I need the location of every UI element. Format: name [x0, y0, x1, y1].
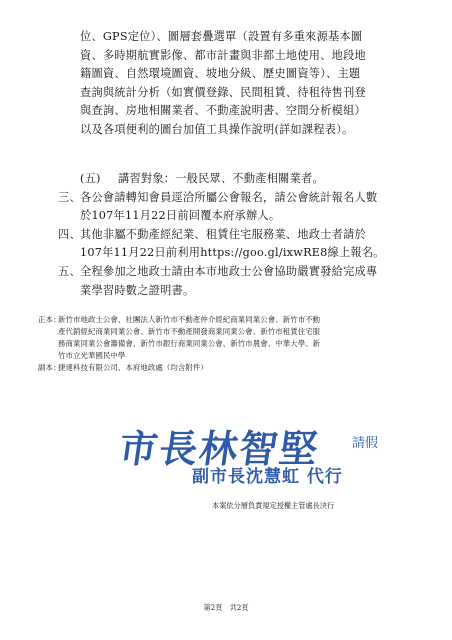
recipient-line: 新竹市地政士公會、社團法人新竹市不動產仲介經紀商業同業公會、新竹市不動 — [58, 315, 321, 324]
item-label: 三、 — [58, 190, 81, 204]
main-recipients — [38, 314, 418, 362]
main-recipients-label: 正本： — [38, 315, 61, 324]
item-line: 其他非屬不動產經紀業、租賃住宅服務業、地政士者請於 — [80, 227, 366, 241]
copy-recipients — [38, 362, 418, 374]
item-line: 各公會請轉知會員逕洽所屬公會報名，請公會統計報名人數 — [80, 190, 378, 204]
item-label: 四、 — [58, 227, 81, 241]
item-4-online-registration — [58, 226, 410, 263]
item-label: 五、 — [58, 264, 81, 278]
continuation-line: 與查詢、房地相關業者、不動產說明書、空間分析模組） — [80, 104, 366, 118]
recipient-line: 捷達科技有限公司、本府地政處（均含附件） — [58, 363, 208, 372]
item-line: 全程參加之地政士請由本市地政士公會協助嚴實發給完成專 — [80, 264, 378, 278]
mayor-signature: 市長林智堅 — [116, 426, 323, 471]
item-line: 講習對象：一般民眾、不動產相關業者。 — [118, 172, 324, 185]
leave-note: 請假 — [352, 436, 379, 451]
delegation-note: 本案依分層負責規定授權主管處長決行 — [212, 501, 335, 510]
item-line: 業學習時數之證明書。 — [80, 283, 195, 297]
continuation-line: 籍圖資、自然環境圖資、坡地分級、歷史圖資等）、主題 — [80, 67, 361, 81]
distribution-list — [38, 314, 418, 374]
copy-recipients-label: 副本： — [38, 363, 61, 372]
item-label: (五) — [80, 172, 101, 185]
item-line: 107年11月22日前利用https://goo.gl/ixwRE8線上報名。 — [80, 246, 385, 260]
numbered-items — [58, 170, 410, 300]
item-5-audience — [80, 170, 410, 189]
recipient-line: 竹市立光華國民中學 — [58, 351, 126, 360]
item-line: 於107年11月22日前回覆本府承辦人。 — [80, 209, 281, 223]
deputy-signature: 副市長沈慧虹 代行 — [192, 467, 343, 487]
recipient-line: 務商業同業公會籌備會、新竹市銀行商業同業公會、新竹市農會、中華大學、新 — [58, 339, 321, 348]
item-5-certificate — [58, 263, 410, 300]
item-3-association — [58, 189, 410, 226]
continuation-line: 資、多時期航實影像、都市計畫與非都土地使用、地段地 — [80, 48, 366, 62]
recipient-line: 產代銷經紀商業同業公會、新竹市不動產開發商業同業公會、新竹市租賃住宅服 — [58, 327, 321, 336]
continuation-line: 位、GPS定位）、圖層套疊選單（設置有多重來源基本圖 — [80, 30, 363, 43]
continuation-line: 以及各項便利的圖台加值工具操作說明(詳如課程表）。 — [80, 122, 354, 136]
continuation-text — [80, 28, 410, 140]
page-number: 第2頁 共2頁 — [203, 603, 249, 612]
continuation-line: 查詢與統計分析（如實價登錄、民間租賃、待租待售刊登 — [80, 85, 366, 99]
